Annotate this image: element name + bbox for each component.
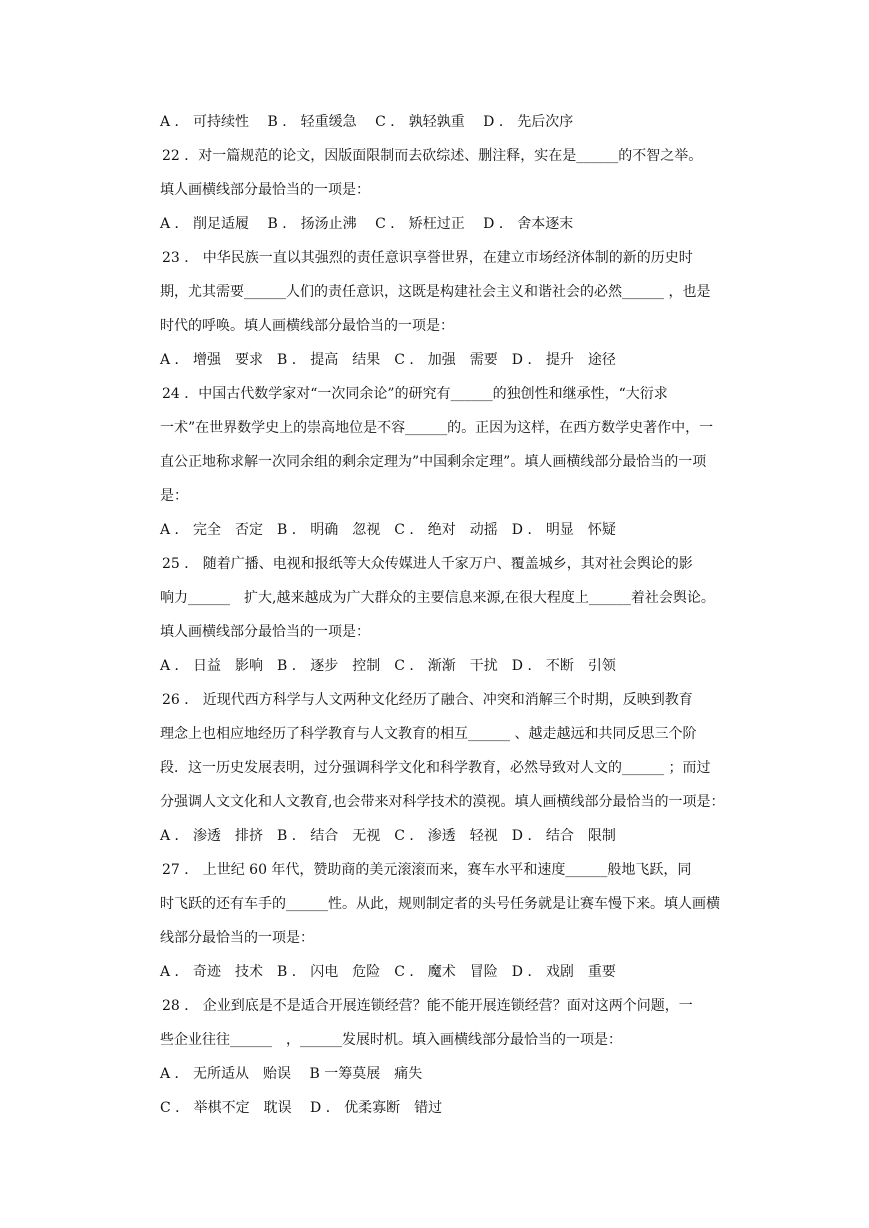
question-24-line-4: 是： — [160, 488, 188, 504]
question-28-line-1: 28 ． 企业到底是不是适合开展连锁经营？能不能开展连锁经营？面对这两个问题，一 — [162, 998, 693, 1014]
option-line-28-cd: C ． 举棋不定 耽误 D ． 优柔寡断 错过 — [160, 1100, 443, 1116]
question-23-line-1: 23 ． 中华民族一直以其强烈的责任意识享誉世界，在建立市场经济体制的新的历史时 — [162, 250, 693, 266]
question-24-line-1: 24 ．中国古代数学家对“一次同余论”的研究有______的独创性和继承性，“大衍求 — [162, 386, 668, 402]
option-line-21: A ． 可持续性 B ． 轻重缓急 C ． 孰轻孰重 D ． 先后次序 — [160, 114, 574, 130]
question-26-line-2: 理念上也相应地经历了科学教育与人文教育的相互______ 、越走越远和共同反思三个阶 — [160, 726, 697, 742]
option-line-25: A ． 日益 影响 B ． 逐步 控制 C ． 渐渐 干扰 D ． 不断 引领 — [160, 658, 616, 674]
option-line-24: A ． 完全 否定 B ． 明确 忽视 C ． 绝对 动摇 D ． 明显 怀疑 — [160, 522, 616, 538]
option-line-27: A ． 奇迹 技术 B ． 闪电 危险 C ． 魔术 冒险 D ． 戏剧 重要 — [160, 964, 616, 980]
question-22-line-1: 22 ．对一篇规范的论文，因版面限制而去砍综述、删注释，实在是______的不智之举。 — [162, 148, 703, 164]
question-27-line-1: 27 ． 上世纪 60 年代，赞助商的美元滚滚而来，赛车水平和速度______般地飞跃，同 — [162, 862, 692, 878]
question-27-line-2: 时飞跃的还有车手的______性。从此，规则制定者的头号任务就是让赛车慢下来。填人画横 — [160, 896, 720, 912]
question-26-line-4: 分强调人文文化和人文教育,也会带来对科学技术的漠视。填人画横线部分最恰当的一项是： — [160, 794, 725, 810]
option-line-22: A ． 削足适履 B ． 扬汤止沸 C ． 矫枉过正 D ． 舍本逐末 — [160, 216, 574, 232]
question-23-line-3: 时代的呼唤。填人画横线部分最恰当的一项是： — [160, 318, 454, 334]
option-line-26: A ． 渗透 排挤 B ． 结合 无视 C ． 渗透 轻视 D ． 结合 限制 — [160, 828, 616, 844]
question-26-line-3: 段．这一历史发展表明，过分强调科学文化和科学教育，必然导致对人文的______ ；而过 — [160, 760, 711, 776]
question-25-line-3: 填人画横线部分最恰当的一项是： — [160, 624, 370, 640]
question-25-line-1: 25 ． 随着广播、电视和报纸等大众传媒进人千家万户、覆盖城乡，其对社会舆论的影 — [162, 556, 693, 572]
question-27-line-3: 线部分最恰当的一项是： — [160, 930, 314, 946]
option-line-28-ab: A ． 无所适从 贻误 B 一筹莫展 痛失 — [160, 1066, 423, 1082]
question-26-line-1: 26 ． 近现代西方科学与人文两种文化经历了融合、冲突和消解三个时期，反映到教育 — [162, 692, 693, 708]
option-line-23: A ． 增强 要求 B ． 提高 结果 C ． 加强 需要 D ． 提升 途径 — [160, 352, 616, 368]
question-22-line-2: 填人画横线部分最恰当的一项是： — [160, 182, 370, 198]
question-23-line-2: 期，尤其需要______人们的责任意识，这既是构建社会主义和谐社会的必然______ ，也是 — [160, 284, 711, 300]
question-24-line-3: 直公正地称求解一次同余组的剩余定理为”中国剩余定理”。填人画横线部分最恰当的一项 — [160, 454, 707, 470]
question-28-line-2: 些企业往往______ ，______发展时机。填入画横线部分最恰当的一项是： — [160, 1032, 622, 1048]
question-24-line-2: 一术”在世界数学史上的崇高地位是不容______的。正因为这样，在西方数学史著作中，一 — [160, 420, 714, 436]
question-25-line-2: 响力______ 扩大,越来越成为广大群众的主要信息来源,在很大程度上______着社会舆论。 — [160, 590, 715, 606]
